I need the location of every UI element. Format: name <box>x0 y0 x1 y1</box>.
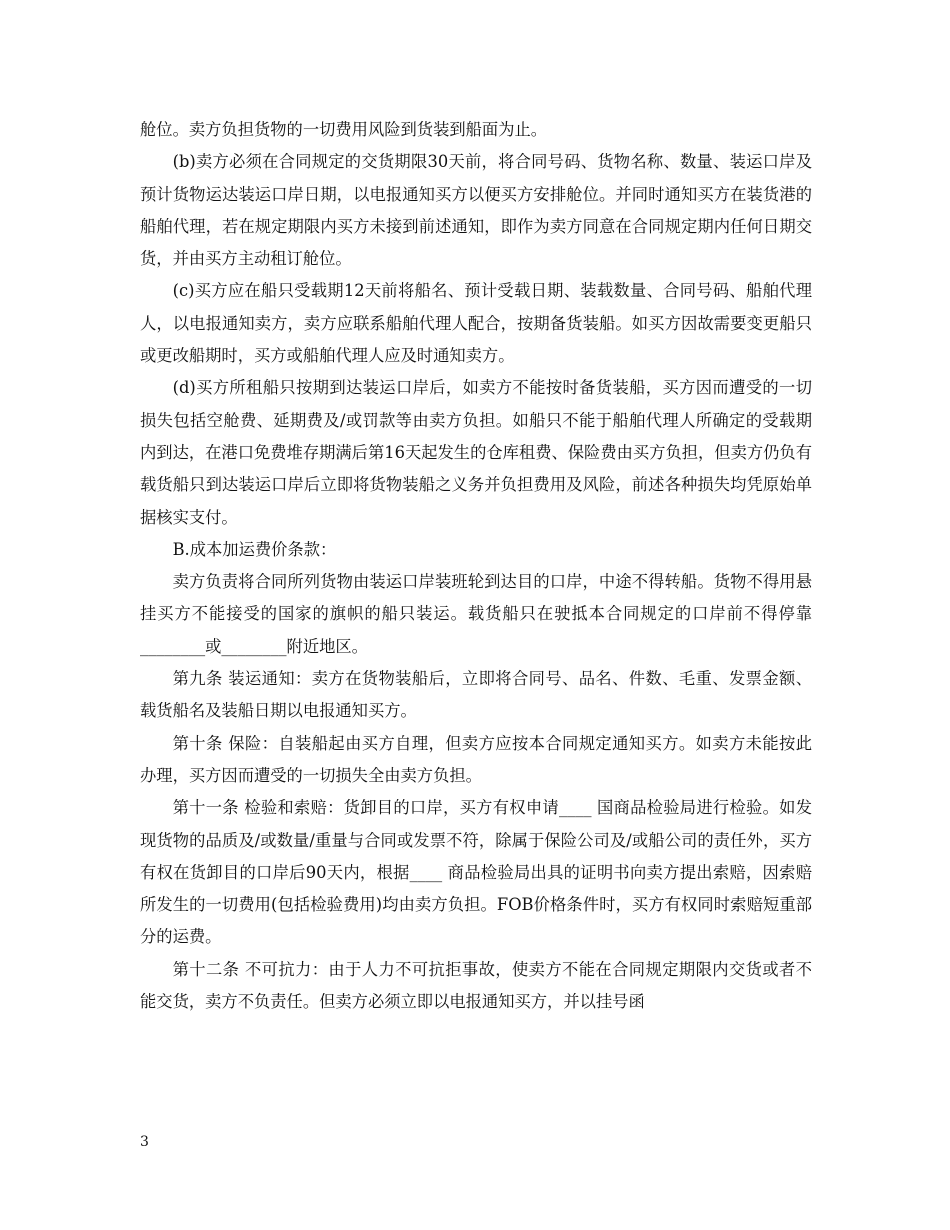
paragraph-cfr-terms: 卖方负责将合同所列货物由装运口岸装班轮到达目的口岸，中途不得转船。货物不得用悬挂买方不能接受的国家的旗帜的船只装运。载货船只在驶抵本合同规定的口岸前不得停靠________或________附近地区。 <box>140 572 812 656</box>
document-body <box>140 114 812 1018</box>
article-12-force-majeure: 第十二条 不可抗力：由于人力不可抗拒事故，使卖方不能在合同规定期限内交货或者不能交货，卖方不负责任。但卖方必须立即以电报通知买方，并以挂号函 <box>140 959 812 1012</box>
paragraph-clause-d: (d)买方所租船只按期到达装运口岸后，如卖方不能按时备货装船，买方因而遭受的一切损失包括空舱费、延期费及/或罚款等由卖方负担。如船只不能于船舶代理人所确定的受载期内到达，在港口免费堆存期满后第16天起发生的仓库租费、保险费由买方负担，但卖方仍负有载货船只到达装运口岸后立即将货物装船之义务并负担费用及风险，前述各种损失均凭原始单据核实支付。 <box>140 378 812 527</box>
article-11-inspection-claims: 第十一条 检验和索赔：货卸目的口岸，买方有权申请____ 国商品检验局进行检验。如发现货物的品质及/或数量/重量与合同或发票不符，除属于保险公司及/或船公司的责任外，买方有权在货卸目的口岸后90天内，根据____ 商品检验局出具的证明书向卖方提出索赔，因索赔所发生的一切费用(包括检验费用)均由卖方负担。FOB价格条件时，买方有权同时索赔短重部分的运费。 <box>140 798 812 947</box>
paragraph-clause-b: (b)卖方必须在合同规定的交货期限30天前，将合同号码、货物名称、数量、装运口岸及预计货物运达装运口岸日期，以电报通知买方以便买方安排舱位。并同时通知买方在装货港的船舶代理，若在规定期限内买方未接到前述通知，即作为卖方同意在合同规定期内任何日期交货，并由买方主动租订舱位。 <box>140 152 812 269</box>
page-number: 3 <box>140 1134 149 1150</box>
section-heading-cfr: B.成本加运费价条款： <box>172 539 337 559</box>
paragraph-continuation: 舱位。卖方负担货物的一切费用风险到货装到船面为止。 <box>140 120 548 139</box>
paragraph-clause-c: (c)买方应在船只受载期12天前将船名、预计受载日期、装载数量、合同号码、船舶代理人，以电报通知卖方，卖方应联系船舶代理人配合，按期备货装船。如买方因故需要变更船只或更改船期时，买方或船舶代理人应及时通知卖方。 <box>140 281 812 366</box>
article-10-insurance: 第十条 保险：自装船起由买方自理，但卖方应按本合同规定通知买方。如卖方未能按此办理，买方因而遭受的一切损失全由卖方负担。 <box>140 733 812 785</box>
article-9-shipping-notice: 第九条 装运通知：卖方在货物装船后，立即将合同号、品名、件数、毛重、发票金额、载货船名及装船日期以电报通知买方。 <box>140 669 812 721</box>
